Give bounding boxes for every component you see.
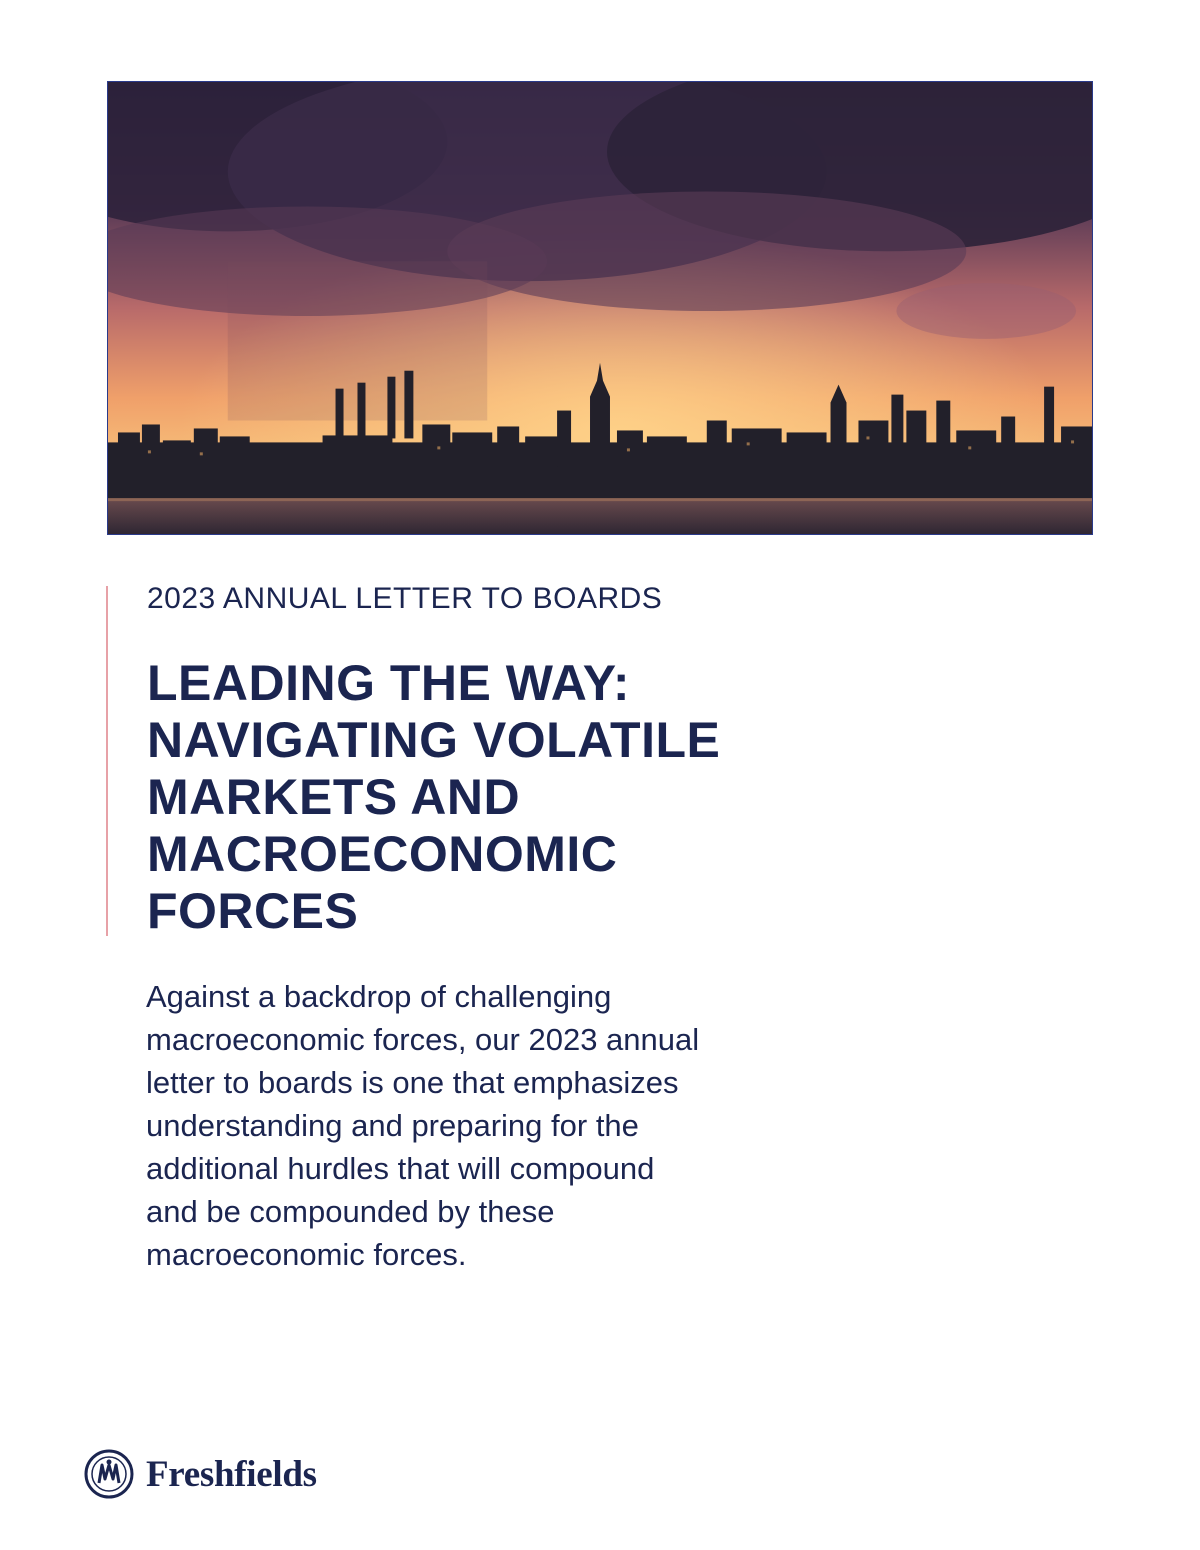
- title-line: FORCES: [147, 883, 359, 939]
- title-line: MACROECONOMIC: [147, 826, 618, 882]
- freshfields-seal-icon: [84, 1449, 134, 1499]
- summary-line: letter to boards is one that emphasizes: [146, 1065, 679, 1100]
- summary-line: Against a backdrop of challenging: [146, 979, 612, 1014]
- document-kicker: 2023 ANNUAL LETTER TO BOARDS: [147, 582, 663, 615]
- document-title: [147, 655, 867, 940]
- summary-line: and be compounded by these: [146, 1194, 555, 1229]
- summary-line: additional hurdles that will compound: [146, 1151, 655, 1186]
- hero-image: [107, 81, 1093, 535]
- summary-line: understanding and preparing for the: [146, 1108, 639, 1143]
- document-summary: [146, 975, 846, 1276]
- brand-name: Freshfields: [146, 1453, 317, 1495]
- title-line: NAVIGATING VOLATILE: [147, 712, 721, 768]
- title-line: MARKETS AND: [147, 769, 521, 825]
- skyline-illustration: [108, 82, 1092, 534]
- summary-line: macroeconomic forces.: [146, 1237, 467, 1272]
- summary-line: macroeconomic forces, our 2023 annual: [146, 1022, 700, 1057]
- accent-rule: [106, 586, 108, 936]
- brand-logo: [84, 1448, 317, 1500]
- title-line: LEADING THE WAY:: [147, 655, 631, 711]
